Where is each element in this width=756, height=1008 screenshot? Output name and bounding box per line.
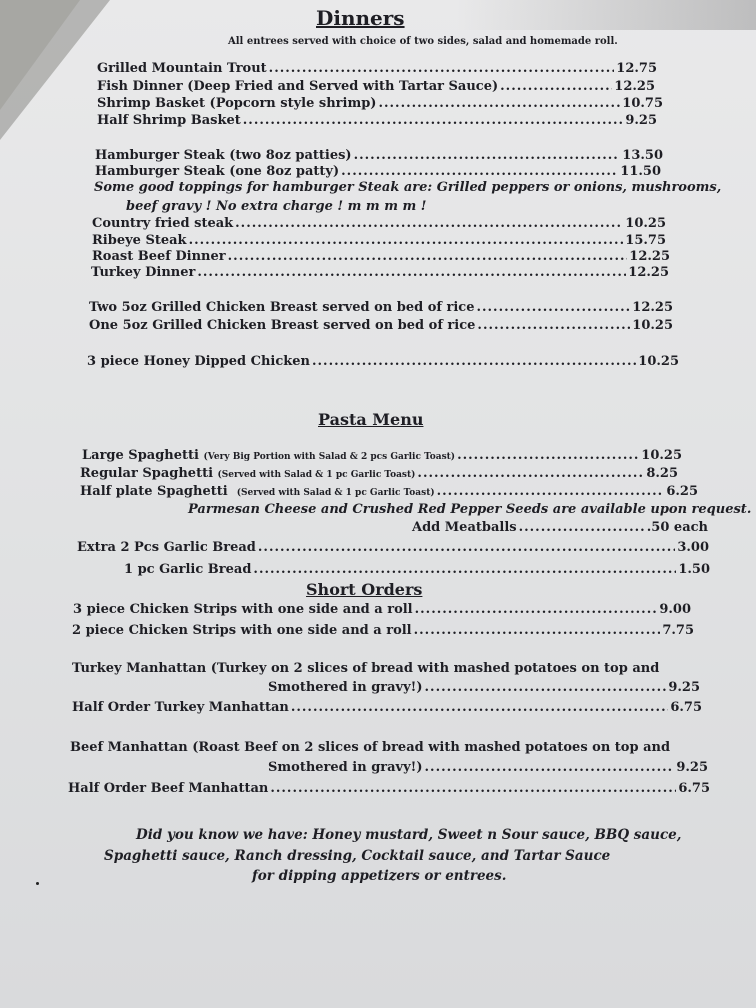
menu-item [92, 233, 666, 248]
beef-manhattan-desc: Beef Manhattan (Roast Beef on 2 slices of bread with mashed potatoes on top and [70, 740, 671, 755]
dot-leader [519, 520, 645, 535]
item-price: 12.25 [629, 249, 670, 264]
item-price: 6.25 [666, 484, 698, 499]
dot-leader [457, 448, 639, 463]
item-price: .50 each [646, 520, 708, 535]
toppings-note: Some good toppings for hamburger Steak are: Grilled peppers or onions, mushrooms, [94, 180, 722, 195]
dot-leader [477, 318, 630, 333]
item-price: 10.25 [632, 318, 673, 333]
item-price: 12.25 [632, 300, 673, 315]
item-price: 8.25 [646, 466, 678, 481]
item-detail: (Served with Salad & 1 pc Garlic Toast) [236, 488, 435, 498]
item-price: 7.75 [662, 623, 694, 638]
item-name: Turkey Dinner [91, 265, 196, 280]
item-price: 10.25 [641, 448, 682, 463]
item-price: 10.25 [625, 216, 666, 231]
item-price: 10.25 [638, 354, 679, 369]
menu-item [91, 265, 669, 280]
item-price: 6.75 [670, 700, 702, 715]
item-price: 12.75 [616, 61, 657, 76]
dot-leader [354, 148, 621, 163]
item-name: Fish Dinner (Deep Fried and Served with Tartar Sauce) [97, 79, 499, 94]
menu-item [80, 466, 678, 481]
menu-item [95, 148, 663, 163]
item-detail: (Served with Salad & 1 pc Garlic Toast) [217, 470, 416, 480]
top-shadow [456, 0, 756, 30]
item-price: 13.50 [622, 148, 663, 163]
dot-leader [228, 249, 628, 264]
item-name: 3 piece Honey Dipped Chicken [87, 354, 310, 369]
menu-item [82, 448, 682, 463]
item-name: Hamburger Steak (two 8oz patties) [95, 148, 352, 163]
toppings-note-2: beef gravy ! No extra charge ! m m m m ! [126, 199, 427, 214]
item-name: Extra 2 Pcs Garlic Bread [77, 540, 256, 555]
item-name: Add Meatballs [412, 520, 517, 535]
menu-item [97, 96, 663, 111]
item-price: 11.50 [620, 164, 661, 179]
page-fold [0, 0, 110, 140]
item-name: Half Order Beef Manhattan [68, 781, 269, 796]
footer-line-2: Spaghetti sauce, Ranch dressing, Cocktail sauce, and Tartar Sauce [104, 848, 611, 864]
item-name: Regular Spaghetti [80, 466, 214, 481]
dinners-title: Dinners [316, 6, 405, 30]
menu-item [77, 540, 709, 555]
item-detail: (Very Big Portion with Salad & 2 pcs Garlic Toast) [203, 452, 456, 462]
dot-leader [235, 216, 623, 231]
pasta-title: Pasta Menu [318, 410, 424, 429]
menu-item [92, 216, 666, 231]
item-name: Half Shrimp Basket [97, 113, 241, 128]
item-name: Hamburger Steak (one 8oz patty) [95, 164, 340, 179]
item-price: 9.00 [659, 602, 691, 617]
dot-leader [414, 623, 661, 638]
dot-leader [425, 760, 675, 775]
parmesan-note: Parmesan Cheese and Crushed Red Pepper Seeds are available upon request. [188, 502, 752, 517]
item-name: One 5oz Grilled Chicken Breast served on bed of rice [89, 318, 476, 333]
menu-item [80, 484, 698, 499]
footer-line-3: for dipping appetizers or entrees. [252, 868, 507, 884]
item-name: Shrimp Basket (Popcorn style shrimp) [97, 96, 377, 111]
dot-leader [270, 781, 676, 796]
menu-item [73, 602, 691, 617]
menu-item [412, 520, 708, 535]
dot-leader [197, 265, 626, 280]
menu-item [72, 623, 694, 638]
menu-item [97, 61, 657, 76]
item-price: 10.75 [622, 96, 663, 111]
footer-line-1: Did you know we have: Honey mustard, Sweet n Sour sauce, BBQ sauce, [136, 827, 682, 843]
menu-item [68, 781, 710, 796]
item-name: Smothered in gravy!) [268, 760, 423, 775]
dot-leader [437, 484, 665, 499]
dot-leader [189, 233, 624, 248]
menu-item [89, 300, 673, 315]
item-name: Half Order Turkey Manhattan [72, 700, 289, 715]
item-price: 6.75 [678, 781, 710, 796]
short-orders-title: Short Orders [306, 580, 423, 599]
item-name: Ribeye Steak [92, 233, 187, 248]
dot-leader [291, 700, 668, 715]
item-name: 1 pc Garlic Bread [124, 562, 252, 577]
menu-item [95, 164, 661, 179]
dinners-note: All entrees served with choice of two sides, salad and homemade roll. [228, 36, 618, 47]
dot-leader [243, 113, 624, 128]
dot-leader [378, 96, 620, 111]
item-name: Country fried steak [92, 216, 234, 231]
paper-speck [36, 882, 39, 885]
dot-leader [500, 79, 612, 94]
item-price: 15.75 [625, 233, 666, 248]
menu-item [124, 562, 710, 577]
menu-item [89, 318, 673, 333]
item-price: 9.25 [625, 113, 657, 128]
item-price: 1.50 [678, 562, 710, 577]
dot-leader [312, 354, 636, 369]
menu-item [92, 249, 670, 264]
menu-item [87, 354, 679, 369]
dot-leader [258, 540, 675, 555]
item-name: 3 piece Chicken Strips with one side and a roll [73, 602, 413, 617]
item-name: Half plate Spaghetti [80, 484, 228, 499]
dot-leader [253, 562, 676, 577]
item-name: 2 piece Chicken Strips with one side and a roll [72, 623, 412, 638]
item-name: Smothered in gravy!) [268, 680, 423, 695]
dot-leader [425, 680, 667, 695]
menu-item [72, 700, 702, 715]
menu-item [268, 760, 708, 775]
dot-leader [415, 602, 658, 617]
item-price: 12.25 [628, 265, 669, 280]
item-price: 9.25 [676, 760, 708, 775]
item-name: Roast Beef Dinner [92, 249, 226, 264]
item-price: 12.25 [614, 79, 655, 94]
dot-leader [269, 61, 615, 76]
menu-item [97, 113, 657, 128]
item-price: 9.25 [668, 680, 700, 695]
turkey-manhattan-desc: Turkey Manhattan (Turkey on 2 slices of bread with mashed potatoes on top and [72, 661, 660, 676]
dot-leader [417, 466, 644, 481]
item-name: Two 5oz Grilled Chicken Breast served on bed of rice [89, 300, 475, 315]
item-name: Grilled Mountain Trout [97, 61, 267, 76]
item-price: 3.00 [677, 540, 709, 555]
item-name: Large Spaghetti [82, 448, 199, 463]
dot-leader [341, 164, 618, 179]
dot-leader [476, 300, 630, 315]
menu-item [97, 79, 655, 94]
menu-item [268, 680, 700, 695]
